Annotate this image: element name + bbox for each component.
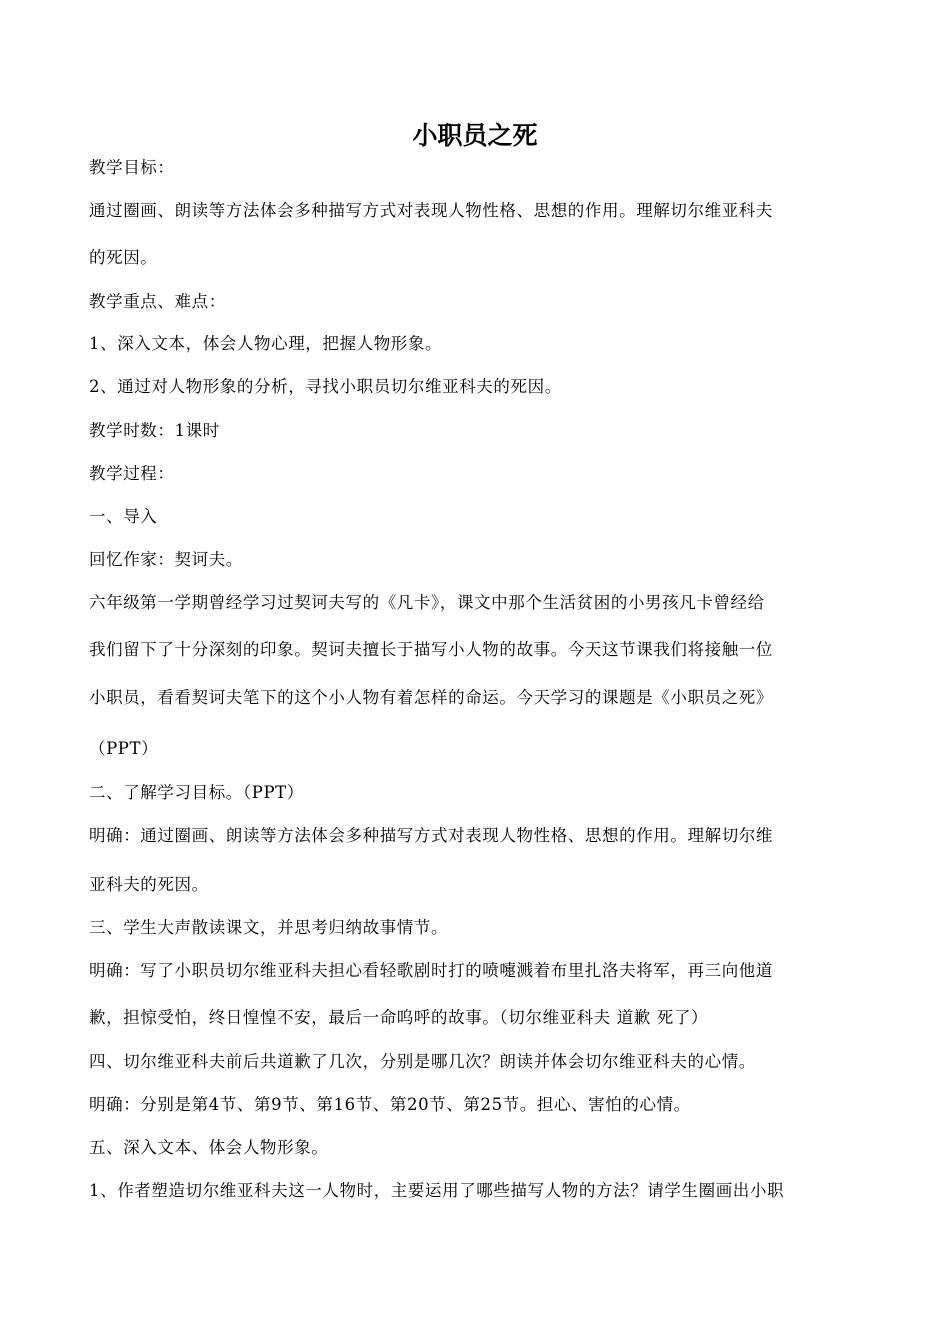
text-line: 回忆作家：契诃夫。 (89, 550, 243, 569)
text-line: 歉，担惊受怕，终日惶惶不安，最后一命呜呼的故事。（切尔维亚科夫 道歉 死了） (89, 1008, 709, 1027)
text-line: 亚科夫的死因。 (89, 875, 209, 894)
text-line: 四、切尔维亚科夫前后共道歉了几次，分别是哪几次？朗读并体会切尔维亚科夫的心情。 (89, 1052, 756, 1071)
text-line: 通过圈画、朗读等方法体会多种描写方式对表现人物性格、思想的作用。理解切尔维亚科夫 (89, 201, 773, 220)
text-line: 明确：通过圈画、朗读等方法体会多种描写方式对表现人物性格、思想的作用。理解切尔维 (89, 826, 773, 845)
text-line: 教学目标： (89, 158, 175, 177)
text-line: 1、作者塑造切尔维亚科夫这一人物时，主要运用了哪些描写人物的方法？请学生圈画出小职 (89, 1181, 785, 1200)
text-line: 小职员，看看契诃夫笔下的这个小人物有着怎样的命运。今天学习的课题是《小职员之死》 (89, 688, 773, 707)
text-line: 三、学生大声散读课文，并思考归纳故事情节。 (89, 918, 449, 937)
text-line: 教学过程： (89, 464, 175, 483)
text-line: （PPT） (89, 739, 159, 758)
text-line: 教学时数：1课时 (89, 421, 220, 440)
text-line: 二、了解学习目标。（PPT） (89, 783, 304, 802)
text-line: 我们留下了十分深刻的印象。契诃夫擅长于描写小人物的故事。今天这节课我们将接触一位 (89, 640, 773, 659)
text-line: 六年级第一学期曾经学习过契诃夫写的《凡卡》，课文中那个生活贫困的小男孩凡卡曾经给 (89, 593, 765, 612)
text-line: 明确：写了小职员切尔维亚科夫担心看轻歌剧时打的喷嚏溅着布里扎洛夫将军，再三向他道 (89, 961, 773, 980)
text-line: 的死因。 (89, 248, 158, 267)
text-line: 明确：分别是第4节、第9节、第16节、第20节、第25节。担心、害怕的心情。 (89, 1095, 691, 1114)
text-line: 2、通过对人物形象的分析，寻找小职员切尔维亚科夫的死因。 (89, 377, 562, 396)
text-line: 五、深入文本、体会人物形象。 (89, 1138, 329, 1157)
document-title: 小职员之死 (412, 121, 538, 150)
text-line: 教学重点、难点： (89, 292, 226, 311)
text-line: 一、导入 (89, 507, 158, 526)
text-line: 1、深入文本，体会人物心理，把握人物形象。 (89, 334, 443, 353)
